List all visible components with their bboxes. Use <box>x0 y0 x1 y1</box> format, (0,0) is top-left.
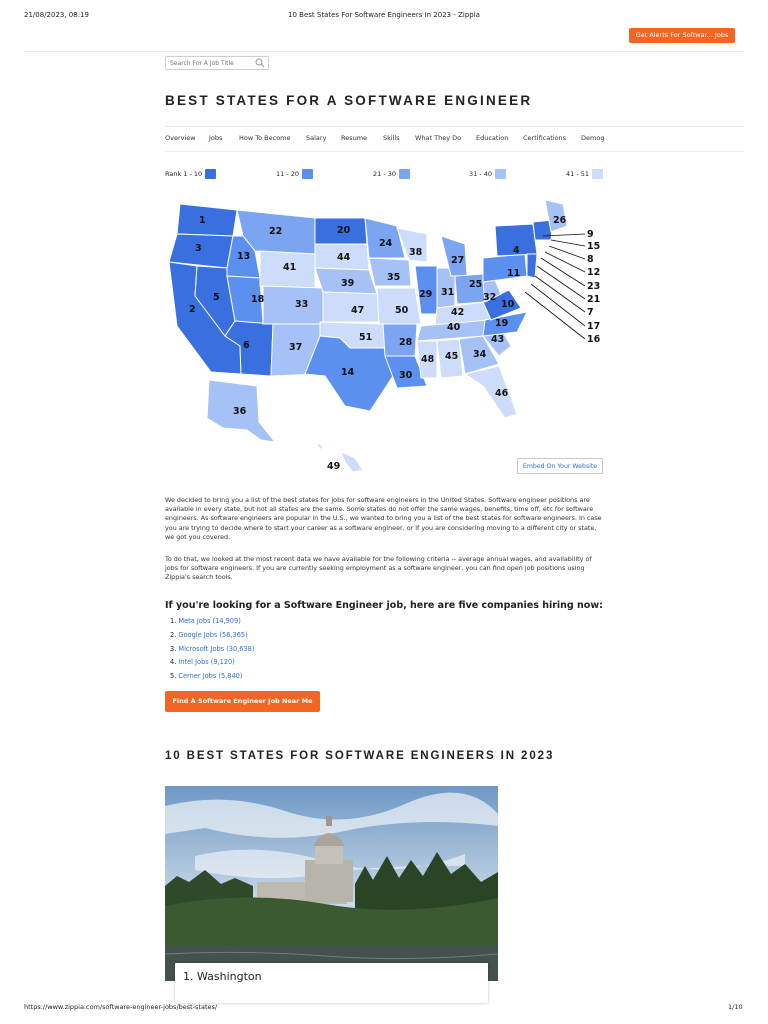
map-label: 42 <box>451 307 465 318</box>
map-callout-label: 16 <box>587 334 601 345</box>
tab-skills[interactable]: Skills <box>383 134 400 142</box>
intro-paragraph-2: To do that, we looked at the most recent data we have available for the following criteria -- average annual wages, and availability of jobs for software engineers. If you are currently seeking employment as a software engineer, you can find open job positions using Zippia's search tools. <box>165 555 592 582</box>
map-callout-label: 7 <box>587 307 594 318</box>
state-colorado[interactable] <box>263 286 323 324</box>
map-callout-label: 9 <box>587 229 594 240</box>
legend-swatch <box>592 169 603 179</box>
find-job-button[interactable]: Find A Software Engineer Job Near Me <box>165 691 320 712</box>
get-alerts-button[interactable]: Get Alerts For Softwar... Jobs <box>629 28 735 43</box>
legend-label: 11 - 20 <box>276 170 300 178</box>
legend-swatch <box>495 169 506 179</box>
tab-overview[interactable]: Overview <box>165 134 196 142</box>
map-callout-label: 21 <box>587 294 601 305</box>
map-label: 6 <box>243 340 250 351</box>
map-label: 25 <box>469 279 483 290</box>
state-card[interactable] <box>175 963 488 1003</box>
map-callout-label: 8 <box>587 254 594 265</box>
map-label: 40 <box>447 322 461 333</box>
map-label: 22 <box>269 226 283 237</box>
map-label: 14 <box>341 367 355 378</box>
map-label: 13 <box>237 251 251 262</box>
map-label: 1 <box>199 215 206 226</box>
tab-resume[interactable]: Resume <box>341 134 368 142</box>
state-pennsylvania[interactable] <box>483 254 527 282</box>
company-list <box>170 615 254 684</box>
map-label: 48 <box>421 354 435 365</box>
list-item: 5. Cerner Jobs (5,840) <box>170 672 243 681</box>
tab-salary[interactable]: Salary <box>306 134 327 142</box>
state-new-jersey[interactable] <box>527 254 537 278</box>
map-label: 46 <box>495 388 509 399</box>
legend-item-3 <box>373 170 396 178</box>
legend-swatch <box>302 169 313 179</box>
tab-how-to-become[interactable]: How To Become <box>239 134 291 142</box>
map-label: 5 <box>213 292 220 303</box>
map-label: 37 <box>289 342 303 353</box>
map-label: 36 <box>233 406 247 417</box>
map-label: 35 <box>387 272 401 283</box>
map-label: 2 <box>189 304 196 315</box>
tab-demographics[interactable]: Demog <box>581 134 605 142</box>
legend-item-4 <box>469 170 492 178</box>
map-label: 32 <box>483 292 497 303</box>
map-callout-label: 12 <box>587 267 601 278</box>
nav-divider <box>165 151 744 152</box>
map-label: 43 <box>491 334 505 345</box>
search-input[interactable] <box>170 58 254 68</box>
print-datetime: 21/08/2023, 08:19 <box>24 11 89 19</box>
page-title: BEST STATES FOR A SOFTWARE ENGINEER <box>165 93 533 108</box>
legend-label: Rank 1 - 10 <box>165 170 203 178</box>
print-page-title: 10 Best States For Software Engineers In 2023 - Zippia <box>288 11 480 19</box>
map-label: 19 <box>495 318 509 329</box>
map-label: 44 <box>337 252 351 263</box>
map-label: 20 <box>337 225 351 236</box>
map-label: 45 <box>445 351 459 362</box>
legend-item-5 <box>566 170 589 178</box>
map-label: 10 <box>501 299 515 310</box>
map-label: 24 <box>379 238 393 249</box>
map-label: 18 <box>251 294 265 305</box>
tab-education[interactable]: Education <box>476 134 509 142</box>
tab-what-they-do[interactable]: What They Do <box>415 134 462 142</box>
list-item: 3. Microsoft Jobs (30,638) <box>170 644 255 653</box>
state-florida[interactable] <box>465 366 517 418</box>
tab-jobs[interactable]: Jobs <box>209 134 223 142</box>
company-link[interactable]: Meta Jobs (14,909) <box>178 617 241 625</box>
section-title: 10 BEST STATES FOR SOFTWARE ENGINEERS IN 2023 <box>165 750 555 762</box>
map-label: 28 <box>399 337 413 348</box>
map-label: 11 <box>507 268 521 279</box>
title-divider <box>165 126 744 127</box>
map-label: 26 <box>553 215 567 226</box>
legend-swatch <box>399 169 410 179</box>
map-callout-label: 15 <box>587 241 601 252</box>
header-divider <box>24 51 744 52</box>
map-label: 49 <box>327 461 341 472</box>
tab-certifications[interactable]: Certifications <box>523 134 567 142</box>
map-label: 39 <box>341 278 355 289</box>
map-callout-label: 17 <box>587 321 601 332</box>
hiring-heading: If you're looking for a Software Engineer job, here are five companies hiring now: <box>165 600 603 611</box>
map-label: 50 <box>395 305 409 316</box>
company-link[interactable]: Cerner Jobs (5,840) <box>178 672 243 681</box>
list-item: 1. Meta Jobs (14,909) <box>170 617 241 625</box>
washington-capitol-photo <box>165 786 498 981</box>
job-search-box[interactable] <box>165 56 269 70</box>
list-item: 4. Intel Jobs (9,120) <box>170 658 235 667</box>
legend-label: 21 - 30 <box>373 170 397 178</box>
search-icon[interactable] <box>255 58 265 68</box>
map-label: 47 <box>351 305 365 316</box>
embed-button[interactable]: Embed On Your Website <box>517 458 603 474</box>
legend-label: 41 - 51 <box>566 170 590 178</box>
map-label: 34 <box>473 349 487 360</box>
map-label: 27 <box>451 255 465 266</box>
us-states-map[interactable] <box>165 196 605 476</box>
legend-item-1 <box>165 170 202 178</box>
map-label: 41 <box>283 262 297 273</box>
legend-item-2 <box>276 170 299 178</box>
list-item: 2. Google Jobs (56,365) <box>170 630 248 639</box>
map-label: 31 <box>441 287 455 298</box>
company-link[interactable]: Microsoft Jobs (30,638) <box>178 644 255 653</box>
map-label: 33 <box>295 299 309 310</box>
map-label: 4 <box>513 245 520 256</box>
legend-label: 31 - 40 <box>469 170 493 178</box>
state-washington[interactable] <box>177 204 237 236</box>
legend-swatch <box>205 169 216 179</box>
map-callout-label: 23 <box>587 281 601 292</box>
map-label: 38 <box>409 247 423 258</box>
map-label: 51 <box>359 332 373 343</box>
print-footer-url: https://www.zippia.com/software-engineer-jobs/best-states/ <box>24 1003 218 1011</box>
company-link[interactable]: Google Jobs (56,365) <box>178 630 248 639</box>
map-label: 3 <box>195 243 202 254</box>
map-label: 30 <box>399 370 413 381</box>
map-label: 29 <box>419 289 433 300</box>
print-page-number: 1/10 <box>728 1003 743 1011</box>
intro-paragraph: We decided to bring you a list of the best states for jobs for software engineers in the United States. Software engineer positions are available in every state, but not all states are the same. Some states do not offer the same wages, benefits, time off, etc for software engineers. As software engineers are popular in the U.S., we wanted to bring you a list of the best states for software engineers. In case you are trying to decide where to start your career as a software engineer, or if you are considering moving to a different city or state, we got you covered. <box>165 496 602 541</box>
company-link[interactable]: Intel Jobs (9,120) <box>178 658 235 667</box>
state-card-title: 1. Washington <box>183 970 262 983</box>
